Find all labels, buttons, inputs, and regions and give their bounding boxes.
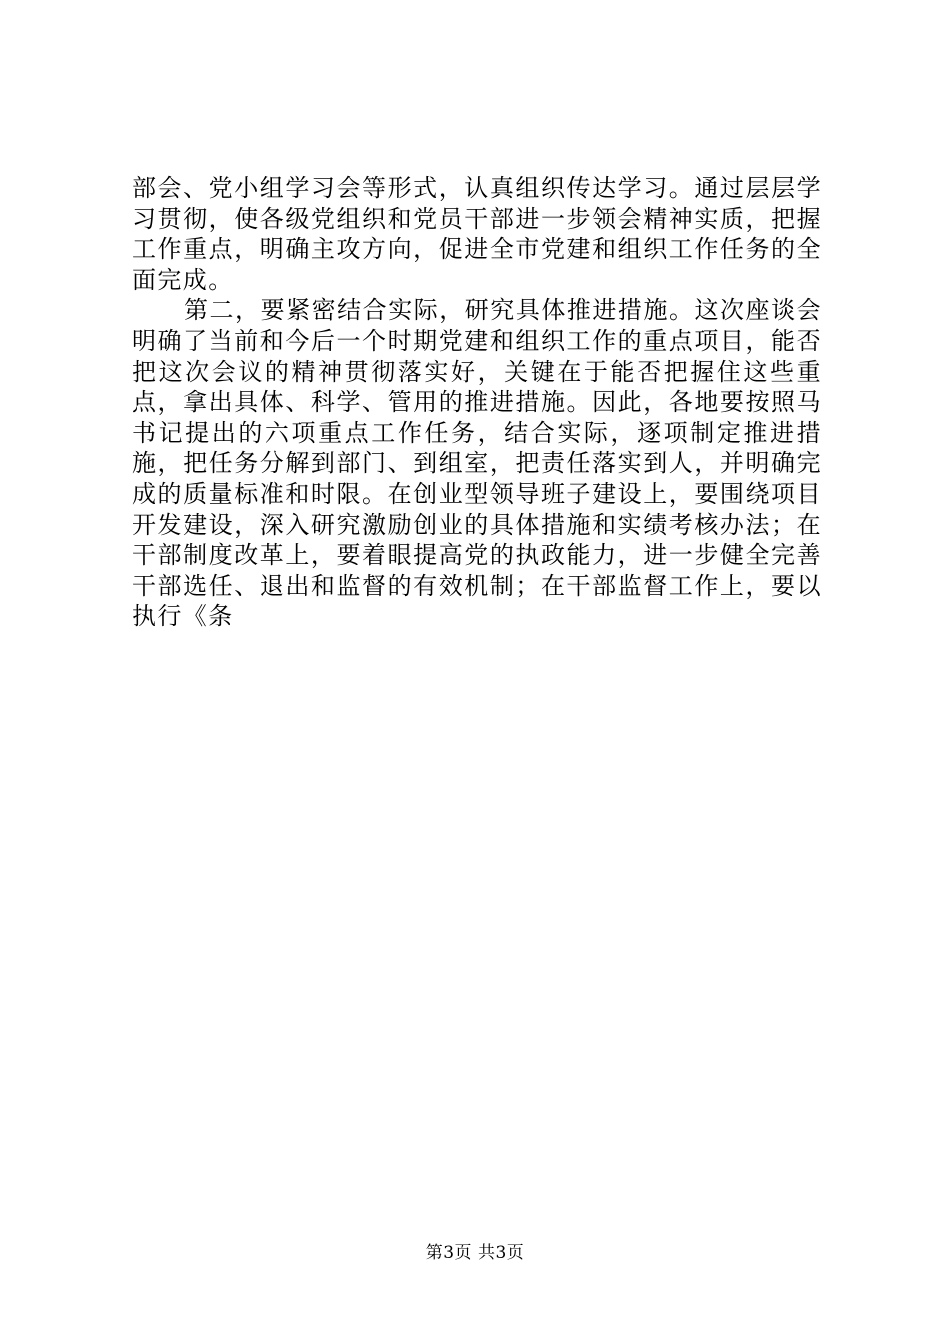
paragraph-second-point: 第二，要紧密结合实际，研究具体推进措施。这次座谈会明确了当前和今后一个时期党建和组织工作的重点项目，能否把这次会议的精神贯彻落实好，关键在于能否把握住这些重点，拿出具体、科学、管用的推进措施。因此，各地要按照马书记提出的六项重点工作任务，结合实际，逐项制定推进措施，把任务分解到部门、到组室，把责任落实到人，并明确完成的质量标准和时限。在创业型领导班子建设上，要围绕项目开发建设，深入研究激励创业的具体措施和实绩考核办法；在干部制度改革上，要着眼提高党的执政能力，进一步健全完善干部选任、退出和监督的有效机制；在干部监督工作上，要以执行《条 [132, 296, 822, 631]
body-text [132, 173, 822, 632]
paragraph-continued: 部会、党小组学习会等形式，认真组织传达学习。通过层层学习贯彻，使各级党组织和党员干部进一步领会精神实质，把握工作重点，明确主攻方向，促进全市党建和组织工作任务的全面完成。 [132, 174, 822, 294]
page-footer: 第3页 共3页 [425, 1243, 525, 1263]
